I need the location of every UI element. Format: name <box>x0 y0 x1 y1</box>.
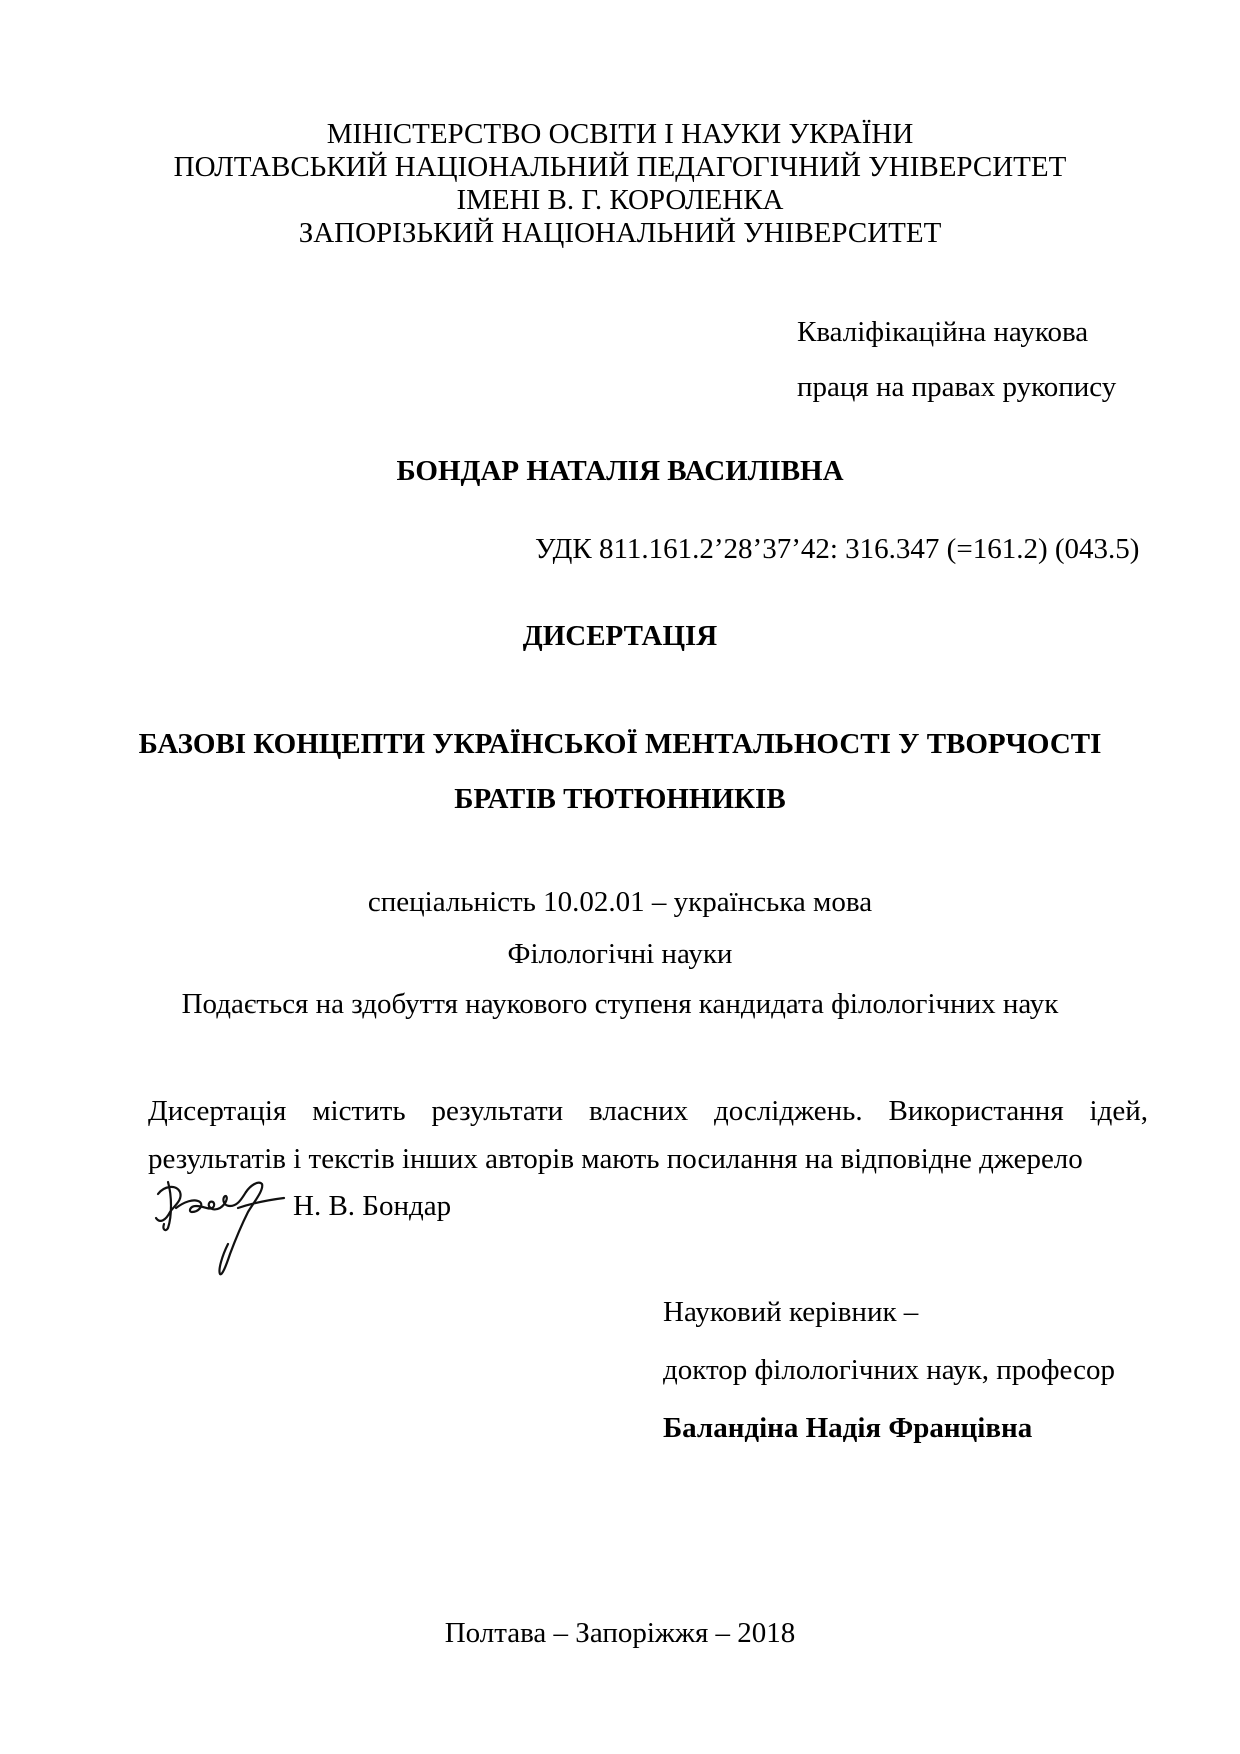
signatory-name: Н. В. Бондар <box>293 1190 452 1222</box>
dissertation-title-line-2: БРАТІВ ТЮТЮННИКІВ <box>454 783 786 815</box>
originality-statement-line-1: Дисертація містить результати власних досліджень. Використання ідей, <box>148 1095 1148 1127</box>
originality-statement-line-2: результатів і текстів інших авторів мають посилання на відповідне джерело <box>148 1143 1083 1175</box>
qualification-line-2: праця на правах рукопису <box>797 371 1117 403</box>
author-signature <box>150 1172 290 1282</box>
ministry-name: МІНІСТЕРСТВО ОСВІТИ І НАУКИ УКРАЇНИ <box>326 118 914 150</box>
institution-header <box>0 118 1240 250</box>
udc-code: УДК 811.161.2’28’37’42: 316.347 (=161.2) (043.5) <box>535 533 1140 565</box>
university-namesake: ІМЕНІ В. Г. КОРОЛЕНКА <box>456 184 784 216</box>
qualification-line-1: Кваліфікаційна наукова <box>797 316 1089 348</box>
specialty-code: спеціальність 10.02.01 – українська мова <box>367 886 873 918</box>
university-name: ПОЛТАВСЬКИЙ НАЦІОНАЛЬНИЙ ПЕДАГОГІЧНИЙ УНІВЕРСИТЕТ <box>173 151 1067 183</box>
supervisor-role: Науковий керівник – <box>663 1296 919 1328</box>
document-type: ДИСЕРТАЦІЯ <box>522 620 718 652</box>
science-field: Філологічні науки <box>507 938 733 970</box>
qualification-note <box>797 305 1116 415</box>
second-university-name: ЗАПОРІЗЬКИЙ НАЦІОНАЛЬНИЙ УНІВЕРСИТЕТ <box>298 217 942 249</box>
place-and-year: Полтава – Запоріжжя – 2018 <box>444 1617 796 1649</box>
originality-statement <box>148 1087 1148 1183</box>
supervisor-degree: доктор філологічних наук, професор <box>663 1354 1116 1386</box>
supervisor-block <box>663 1283 1115 1457</box>
dissertation-title-line-1: БАЗОВІ КОНЦЕПТИ УКРАЇНСЬКОЇ МЕНТАЛЬНОСТІ У ТВОРЧОСТІ <box>138 728 1102 760</box>
supervisor-name: Баландіна Надія Францівна <box>663 1412 1033 1444</box>
degree-statement: Подається на здобуття наукового ступеня кандидата філологічних наук <box>181 988 1059 1020</box>
author-name: БОНДАР НАТАЛІЯ ВАСИЛІВНА <box>396 455 844 487</box>
